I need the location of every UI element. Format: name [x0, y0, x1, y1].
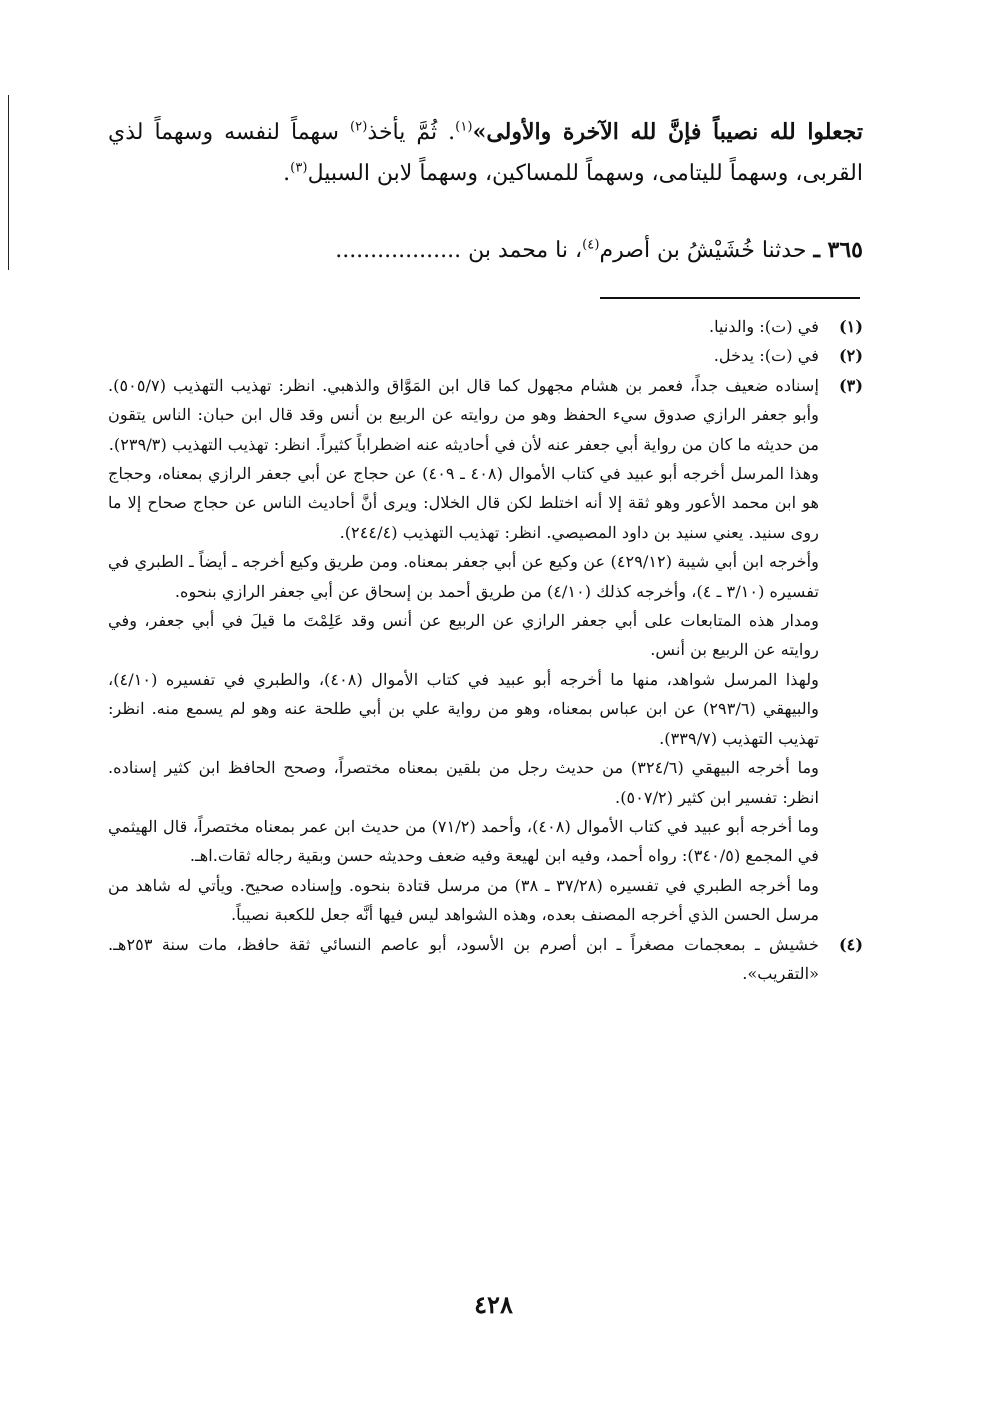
- main-text-end: .: [283, 161, 291, 186]
- footnote-ref-3: (٣): [290, 160, 308, 176]
- hadith-365: [108, 230, 863, 271]
- footnote-3: [108, 371, 863, 930]
- main-text-part: سهماً لنفسه وسهماً لذي القربى، وسهماً لليتامى، وسهماً للمساكين، وسهماً لابن السبيل: [108, 120, 863, 186]
- footnote-2: [108, 341, 863, 370]
- footnote-1: [108, 312, 863, 341]
- footnote-paragraph: في (ت): يدخل.: [713, 346, 819, 366]
- footnote-paragraph: إسناده ضعيف جداً، فعمر بن هشام مجهول كما قال ابن المَوَّاق والذهبي. انظر: تهذيب التهذيب (٥٠٥/٧). وأبو جعفر الرازي صدوق سيء الحفظ وهو من روايته عن الربيع بن أنس وقد قال ابن حبان: الناس يتقون من حديثه ما كان من رواية أبي جعفر عنه لأن في أحاديثه عنه اضطراباً كثيراً. انظر: تهذيب التهذيب (٢٣٩/٣).: [108, 375, 819, 454]
- scan-edge-mark: [8, 95, 9, 270]
- quranic-quote: تجعلوا لله نصيباً فإنَّ لله الآخرة والأولى»: [472, 119, 864, 145]
- footnote-body: [108, 341, 819, 370]
- footnote-paragraph: خشيش ـ بمعجمات مصغراً ـ ابن أصرم بن الأسود، أبو عاصم النسائي ثقة حافظ، مات سنة ٢٥٣هـ. «التقريب».: [108, 934, 819, 983]
- hadith-number: ٣٦٥ ـ: [813, 237, 863, 263]
- footnote-paragraph: في (ت): والدنيا.: [708, 317, 819, 336]
- footnote-paragraph: وما أخرجه الطبري في تفسيره (٣٧/٢٨ ـ ٣٨) من مرسل قتادة بنحوه. وإسناده صحيح. ويأتي له شاهد من مرسل الحسن الذي أخرجه المصنف بعده، وهذه الشواهد ليس فيها أنَّه جعل للكعبة نصيباً.: [108, 875, 819, 925]
- footnote-number: (١): [838, 317, 863, 336]
- footnote-number: (٤): [838, 934, 863, 954]
- footnote-number: (٣): [838, 375, 863, 395]
- footnote-paragraph: وما أخرجه البيهقي (٣٢٤/٦) من حديث رجل من بلقين بمعناه مختصراً، وصحح الحافظ ابن كثير إسناده. انظر: تفسير ابن كثير (٥٠٧/٢).: [108, 758, 819, 807]
- footnotes: [108, 312, 863, 988]
- footnote-ref-1: (١): [455, 119, 473, 135]
- footnote-ref-2: (٢): [350, 119, 368, 135]
- hadith-text: حدثنا خُشَيْشُ بن أصرم: [599, 238, 814, 263]
- footnote-4: [108, 930, 863, 989]
- footnote-paragraph: وأخرجه ابن أبي شيبة (٤٢٩/١٢) عن وكيع عن أبي جعفر بمعناه. ومن طريق وكيع أخرجه ـ أيضاً ـ الطبري في تفسيره (٣/١٠ ـ ٤)، وأخرجه كذلك (٤/١٠) من طريق أحمد بن إسحاق عن أبي جعفر الرازي بنحوه.: [108, 552, 819, 601]
- main-text: [108, 112, 863, 194]
- footnote-ref-4: (٤): [582, 237, 600, 253]
- footnote-paragraph: ولهذا المرسل شواهد، منها ما أخرجه أبو عبيد في كتاب الأموال (٤٠٨)، والطبري في تفسيره (٤/١٠)، والبيهقي (٢٩٣/٦) عن ابن عباس بمعناه، وهو من رواية علي بن أبي طلحة عنه وهو لم يسمع منه. انظر: تهذيب التهذيب (٣٣٩/٧).: [108, 669, 819, 748]
- footnote-paragraph: وهذا المرسل أخرجه أبو عبيد في كتاب الأموال (٤٠٨ ـ ٤٠٩) عن حجاج عن أبي جعفر الرازي بمعناه، وحجاج هو ابن محمد الأعور وهو ثقة إلا أنه اختلط لكن قال الخلال: ويرى أنَّ أحاديث الناس عن حجاج صحاح إلا ما روى سنيد. يعني سنيد بن داود المصيصي. انظر: تهذيب التهذيب (٢٤٤/٤).: [108, 464, 820, 542]
- footnote-number: (٢): [838, 346, 863, 366]
- main-text-part: . ثُمَّ يأخذ: [367, 120, 456, 145]
- footnote-body: [108, 371, 819, 930]
- hadith-text: ، نا محمد بن ..................: [335, 238, 583, 263]
- footnote-paragraph: وما أخرجه أبو عبيد في كتاب الأموال (٤٠٨)، وأحمد (٧١/٢) من حديث ابن عمر بمعناه مختصراً، قال الهيثمي في المجمع (٣٤٠/٥): رواه أحمد، وفيه ابن لهيعة وفيه ضعف وحديثه حسن وبقية رجاله ثقات.اهـ.: [108, 816, 819, 866]
- footnote-body: [108, 312, 819, 341]
- footnote-body: [108, 930, 819, 989]
- page-number: ٤٢٨: [474, 1290, 513, 1319]
- footnote-paragraph: ومدار هذه المتابعات على أبي جعفر الرازي عن الربيع عن أنس وقد عَلِمْتَ ما قيلَ في أبي جعفر، وفي روايته عن الربيع بن أنس.: [108, 611, 819, 660]
- footnote-separator: [600, 297, 860, 299]
